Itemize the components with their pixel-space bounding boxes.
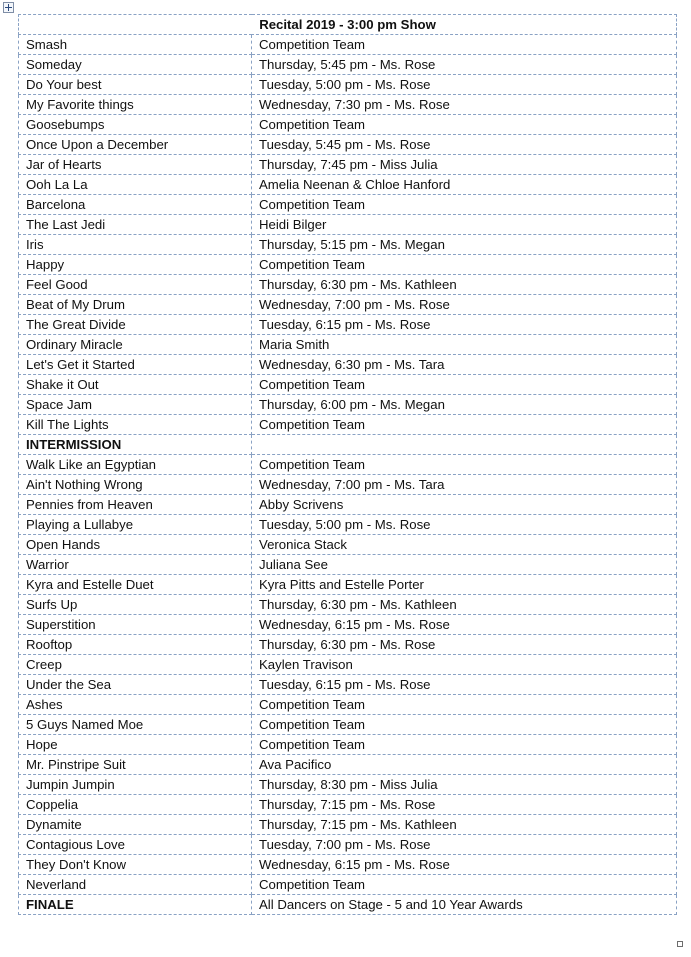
- song-title-cell[interactable]: Feel Good: [19, 275, 252, 295]
- song-title-cell[interactable]: Someday: [19, 55, 252, 75]
- performer-cell[interactable]: Juliana See: [252, 555, 677, 575]
- table-row: [19, 515, 677, 535]
- table-row: [19, 315, 677, 335]
- performer-cell[interactable]: Thursday, 6:30 pm - Ms. Kathleen: [252, 595, 677, 615]
- performer-cell[interactable]: Thursday, 7:15 pm - Ms. Kathleen: [252, 815, 677, 835]
- table-row: [19, 775, 677, 795]
- song-title-cell[interactable]: Playing a Lullabye: [19, 515, 252, 535]
- performer-cell[interactable]: Competition Team: [252, 255, 677, 275]
- performer-cell[interactable]: Amelia Neenan & Chloe Hanford: [252, 175, 677, 195]
- performer-cell[interactable]: Wednesday, 6:15 pm - Ms. Rose: [252, 855, 677, 875]
- table-row: [19, 335, 677, 355]
- performer-cell[interactable]: Competition Team: [252, 875, 677, 895]
- table-row: [19, 355, 677, 375]
- performer-cell[interactable]: Competition Team: [252, 195, 677, 215]
- song-title-cell[interactable]: Ordinary Miracle: [19, 335, 252, 355]
- table-row: [19, 695, 677, 715]
- performer-cell[interactable]: Thursday, 5:45 pm - Ms. Rose: [252, 55, 677, 75]
- performer-cell[interactable]: Thursday, 6:30 pm - Ms. Rose: [252, 635, 677, 655]
- performer-cell[interactable]: Thursday, 6:30 pm - Ms. Kathleen: [252, 275, 677, 295]
- song-title-cell[interactable]: Walk Like an Egyptian: [19, 455, 252, 475]
- table-row: [19, 295, 677, 315]
- song-title-cell[interactable]: The Great Divide: [19, 315, 252, 335]
- performer-cell[interactable]: Wednesday, 7:00 pm - Ms. Tara: [252, 475, 677, 495]
- performer-cell[interactable]: Competition Team: [252, 695, 677, 715]
- table-row: [19, 795, 677, 815]
- table-row: [19, 415, 677, 435]
- performer-cell[interactable]: Tuesday, 6:15 pm - Ms. Rose: [252, 315, 677, 335]
- table-row: [19, 855, 677, 875]
- table-row: [19, 595, 677, 615]
- table-move-handle-icon[interactable]: [3, 2, 14, 13]
- performer-cell[interactable]: All Dancers on Stage - 5 and 10 Year Awards: [252, 895, 677, 915]
- table-row: [19, 375, 677, 395]
- song-title-cell[interactable]: Iris: [19, 235, 252, 255]
- performer-cell[interactable]: Heidi Bilger: [252, 215, 677, 235]
- table-row: [19, 95, 677, 115]
- table-row: [19, 615, 677, 635]
- song-title-cell[interactable]: Kill The Lights: [19, 415, 252, 435]
- performer-cell[interactable]: Competition Team: [252, 35, 677, 55]
- song-title-cell[interactable]: Ooh La La: [19, 175, 252, 195]
- table-row: [19, 115, 677, 135]
- song-title-cell[interactable]: Ashes: [19, 695, 252, 715]
- performer-cell[interactable]: Competition Team: [252, 375, 677, 395]
- table-row: [19, 135, 677, 155]
- song-title-cell[interactable]: Beat of My Drum: [19, 295, 252, 315]
- song-title-cell[interactable]: Barcelona: [19, 195, 252, 215]
- table-row: [19, 455, 677, 475]
- performer-cell[interactable]: Tuesday, 5:45 pm - Ms. Rose: [252, 135, 677, 155]
- table-row: [19, 875, 677, 895]
- table-row: [19, 835, 677, 855]
- table-resize-handle-icon[interactable]: [677, 941, 683, 947]
- performer-cell[interactable]: Kaylen Travison: [252, 655, 677, 675]
- table-row: [19, 435, 677, 455]
- song-title-cell[interactable]: Once Upon a December: [19, 135, 252, 155]
- performer-cell[interactable]: Tuesday, 5:00 pm - Ms. Rose: [252, 515, 677, 535]
- performer-cell[interactable]: Thursday, 7:45 pm - Miss Julia: [252, 155, 677, 175]
- song-title-cell[interactable]: Smash: [19, 35, 252, 55]
- song-title-cell[interactable]: Rooftop: [19, 635, 252, 655]
- performer-cell[interactable]: Competition Team: [252, 115, 677, 135]
- performer-cell[interactable]: Competition Team: [252, 455, 677, 475]
- table-row: [19, 235, 677, 255]
- song-title-cell[interactable]: Space Jam: [19, 395, 252, 415]
- performer-cell[interactable]: Competition Team: [252, 715, 677, 735]
- song-title-cell[interactable]: Ain't Nothing Wrong: [19, 475, 252, 495]
- song-title-cell[interactable]: Shake it Out: [19, 375, 252, 395]
- song-title-cell[interactable]: The Last Jedi: [19, 215, 252, 235]
- table-row: [19, 475, 677, 495]
- performer-cell[interactable]: Tuesday, 5:00 pm - Ms. Rose: [252, 75, 677, 95]
- song-title-cell[interactable]: Open Hands: [19, 535, 252, 555]
- performer-cell[interactable]: Competition Team: [252, 735, 677, 755]
- table-row: [19, 255, 677, 275]
- song-title-cell[interactable]: INTERMISSION: [19, 435, 252, 455]
- title-row: [19, 15, 677, 35]
- song-title-cell[interactable]: Jar of Hearts: [19, 155, 252, 175]
- song-title-cell[interactable]: Coppelia: [19, 795, 252, 815]
- song-title-cell[interactable]: Mr. Pinstripe Suit: [19, 755, 252, 775]
- song-title-cell[interactable]: They Don't Know: [19, 855, 252, 875]
- table-row: [19, 195, 677, 215]
- performer-cell[interactable]: Tuesday, 6:15 pm - Ms. Rose: [252, 675, 677, 695]
- song-title-cell[interactable]: Warrior: [19, 555, 252, 575]
- table-row: [19, 275, 677, 295]
- table-row: [19, 535, 677, 555]
- table-row: [19, 735, 677, 755]
- table-row: [19, 635, 677, 655]
- song-title-cell[interactable]: Do Your best: [19, 75, 252, 95]
- table-row: [19, 55, 677, 75]
- song-title-cell[interactable]: My Favorite things: [19, 95, 252, 115]
- performer-cell[interactable]: Veronica Stack: [252, 535, 677, 555]
- table-row: [19, 35, 677, 55]
- performer-cell[interactable]: Wednesday, 7:00 pm - Ms. Rose: [252, 295, 677, 315]
- table-row: [19, 75, 677, 95]
- song-title-cell[interactable]: Dynamite: [19, 815, 252, 835]
- table-row: [19, 715, 677, 735]
- song-title-cell[interactable]: Neverland: [19, 875, 252, 895]
- song-title-cell[interactable]: Kyra and Estelle Duet: [19, 575, 252, 595]
- song-title-cell[interactable]: Creep: [19, 655, 252, 675]
- table-row: [19, 895, 677, 915]
- song-title-cell[interactable]: Pennies from Heaven: [19, 495, 252, 515]
- song-title-cell[interactable]: Let's Get it Started: [19, 355, 252, 375]
- table-row: [19, 755, 677, 775]
- song-title-cell[interactable]: Surfs Up: [19, 595, 252, 615]
- table-row: [19, 655, 677, 675]
- song-title-cell[interactable]: Hope: [19, 735, 252, 755]
- table-row: [19, 815, 677, 835]
- performer-cell[interactable]: Thursday, 8:30 pm - Miss Julia: [252, 775, 677, 795]
- performer-cell[interactable]: Thursday, 6:00 pm - Ms. Megan: [252, 395, 677, 415]
- song-title-cell[interactable]: Superstition: [19, 615, 252, 635]
- song-title-cell[interactable]: Happy: [19, 255, 252, 275]
- performer-cell[interactable]: Wednesday, 6:15 pm - Ms. Rose: [252, 615, 677, 635]
- performer-cell[interactable]: Tuesday, 7:00 pm - Ms. Rose: [252, 835, 677, 855]
- song-title-cell[interactable]: FINALE: [19, 895, 252, 915]
- table-row: [19, 155, 677, 175]
- performer-cell[interactable]: Abby Scrivens: [252, 495, 677, 515]
- performer-cell[interactable]: Wednesday, 6:30 pm - Ms. Tara: [252, 355, 677, 375]
- song-title-cell[interactable]: 5 Guys Named Moe: [19, 715, 252, 735]
- performer-cell[interactable]: [252, 435, 677, 455]
- song-title-cell[interactable]: Goosebumps: [19, 115, 252, 135]
- table-row: [19, 575, 677, 595]
- program-rows: [19, 35, 677, 915]
- table-row: [19, 215, 677, 235]
- performer-cell[interactable]: Thursday, 5:15 pm - Ms. Megan: [252, 235, 677, 255]
- performer-cell[interactable]: Wednesday, 7:30 pm - Ms. Rose: [252, 95, 677, 115]
- table-row: [19, 395, 677, 415]
- performer-cell[interactable]: Ava Pacifico: [252, 755, 677, 775]
- performer-cell[interactable]: Thursday, 7:15 pm - Ms. Rose: [252, 795, 677, 815]
- performer-cell[interactable]: Maria Smith: [252, 335, 677, 355]
- table-row: [19, 675, 677, 695]
- song-title-cell[interactable]: Jumpin Jumpin: [19, 775, 252, 795]
- performer-cell[interactable]: Competition Team: [252, 415, 677, 435]
- song-title-cell[interactable]: Contagious Love: [19, 835, 252, 855]
- performer-cell[interactable]: Kyra Pitts and Estelle Porter: [252, 575, 677, 595]
- table-row: [19, 175, 677, 195]
- table-row: [19, 495, 677, 515]
- table-row: [19, 555, 677, 575]
- recital-program-table: [18, 14, 677, 915]
- song-title-cell[interactable]: Under the Sea: [19, 675, 252, 695]
- table-title[interactable]: Recital 2019 - 3:00 pm Show: [19, 15, 677, 35]
